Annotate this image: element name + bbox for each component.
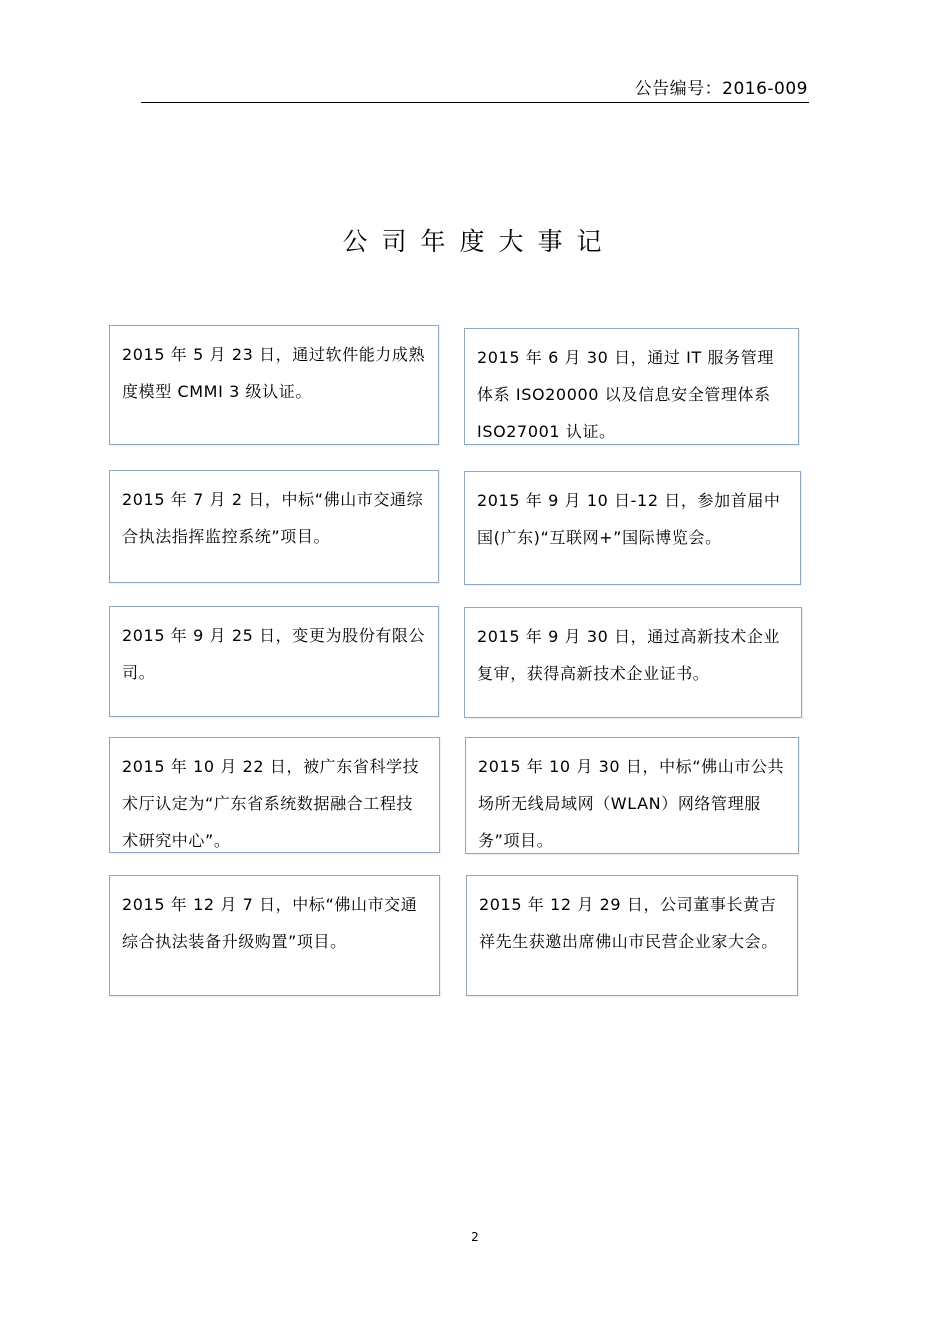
event-box: 2015 年 5 月 23 日，通过软件能力成熟度模型 CMMI 3 级认证。 <box>109 325 439 445</box>
event-box: 2015 年 10 月 30 日，中标“佛山市公共场所无线局域网（WLAN）网络管理服务”项目。 <box>465 737 799 854</box>
announcement-number: 公告编号：2016-009 <box>634 79 808 99</box>
event-box: 2015 年 9 月 10 日-12 日，参加首届中国(广东)“互联网+”国际博览会。 <box>464 471 801 585</box>
page-title: 公司年度大事记 <box>342 227 616 256</box>
event-box: 2015 年 7 月 2 日，中标“佛山市交通综合执法指挥监控系统”项目。 <box>109 470 439 583</box>
header-divider <box>141 102 809 103</box>
event-box: 2015 年 10 月 22 日，被广东省科学技术厅认定为“广东省系统数据融合工程技术研究中心”。 <box>109 737 440 853</box>
page-number: 2 <box>471 1230 479 1244</box>
event-box: 2015 年 12 月 7 日，中标“佛山市交通综合执法装备升级购置”项目。 <box>109 875 440 996</box>
event-box: 2015 年 6 月 30 日，通过 IT 服务管理体系 ISO20000 以及信息安全管理体系 ISO27001 认证。 <box>464 328 799 445</box>
event-box: 2015 年 9 月 25 日，变更为股份有限公司。 <box>109 606 439 717</box>
event-box: 2015 年 12 月 29 日，公司董事长黄吉祥先生获邀出席佛山市民营企业家大会。 <box>466 875 798 996</box>
event-box: 2015 年 9 月 30 日，通过高新技术企业复审，获得高新技术企业证书。 <box>464 607 802 718</box>
